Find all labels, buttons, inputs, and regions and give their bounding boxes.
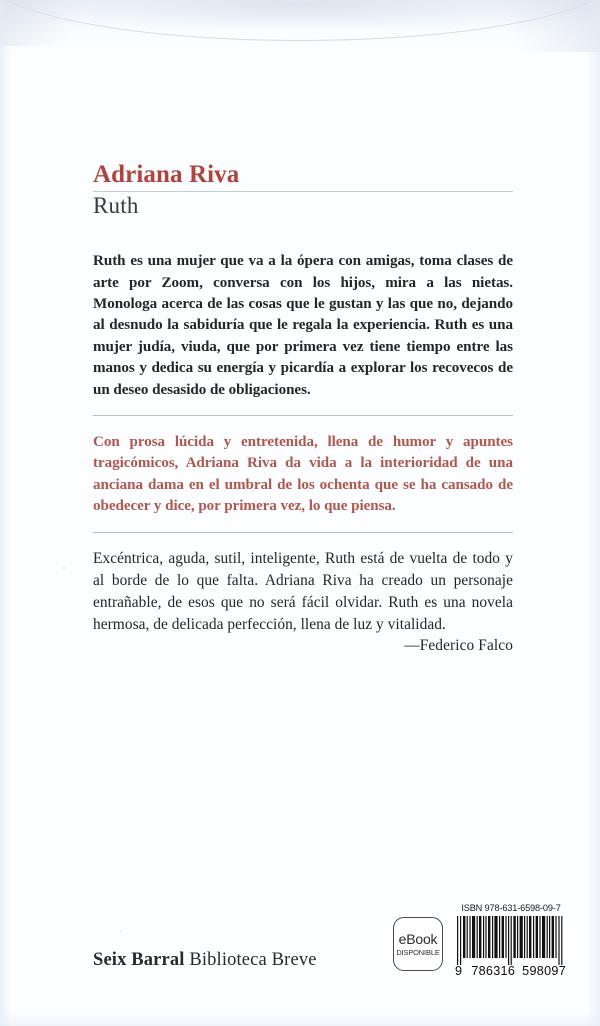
scan-speck	[120, 930, 122, 932]
divider-rule-upper	[93, 415, 513, 416]
barcode-digits	[455, 964, 567, 978]
page-edge-shadow-left	[0, 0, 12, 1026]
book-title: Ruth	[93, 192, 139, 218]
title-divider-rule	[93, 191, 513, 192]
shrinkwrap-crease-left	[0, 0, 120, 46]
page-edge-shadow-bottom	[0, 1012, 600, 1026]
review-attribution: —Federico Falco	[404, 636, 513, 654]
cover-text-block	[93, 162, 513, 655]
author-name: Adriana Riva	[93, 161, 240, 188]
barcode-digit-lead: 9	[455, 964, 463, 978]
ebook-badge-label: eBook	[398, 930, 438, 947]
synopsis-paragraph: Ruth es una mujer que va a la ópera con amigas, toma clases de arte por Zoom, conversa con los hijos, mira a las nietas. Monologa acerca de las cosas que le gustan y las que no, dejando al desnudo la sabiduría que le regala la experiencia. Ruth es una mujer judía, viuda, que por primera vez tiene tiempo entre las manos y dedica su energía y picardía a explorar los recovecos de un deseo desasido de obligaciones.	[93, 253, 513, 398]
isbn-text: ISBN 978-631-6598-09-7	[461, 903, 561, 913]
ebook-badge-sublabel: DISPONIBLE	[396, 947, 440, 957]
review-quote-paragraph: Excéntrica, aguda, sutil, inteligente, Ruth está de vuelta de todo y al borde de lo que falta. Adriana Riva ha creado un personaje entrañable, de esos que no será fácil olvidar. Ruth es una novela hermosa, de delicada perfección, llena de luz y vitalidad.	[93, 549, 513, 633]
shrinkwrap-sheen	[0, 0, 600, 60]
page-edge-shadow-right	[586, 0, 600, 1026]
scan-speck	[63, 567, 65, 569]
barcode-image	[455, 916, 567, 965]
barcode-block	[455, 903, 567, 978]
shrinkwrap-crease-right	[450, 0, 600, 52]
barcode-digits-left-group: 786316	[471, 964, 516, 978]
divider-rule-lower	[93, 532, 513, 533]
shrinkwrap-fold-curve	[0, 0, 600, 41]
barcode-digits-right-group: 598097	[522, 964, 566, 978]
publisher-name: Seix Barral	[93, 950, 185, 970]
highlight-paragraph: Con prosa lúcida y entretenida, llena de humor y apuntes tragicómicos, Adriana Riva da vida a la interioridad de una anciana dama en el umbral de los ochenta que se ha cansado de obedecer y dice, por primera vez, lo que piensa.	[93, 433, 513, 515]
publisher-imprint	[93, 950, 317, 971]
collection-name: Biblioteca Breve	[189, 950, 317, 970]
ebook-available-badge	[393, 917, 443, 971]
